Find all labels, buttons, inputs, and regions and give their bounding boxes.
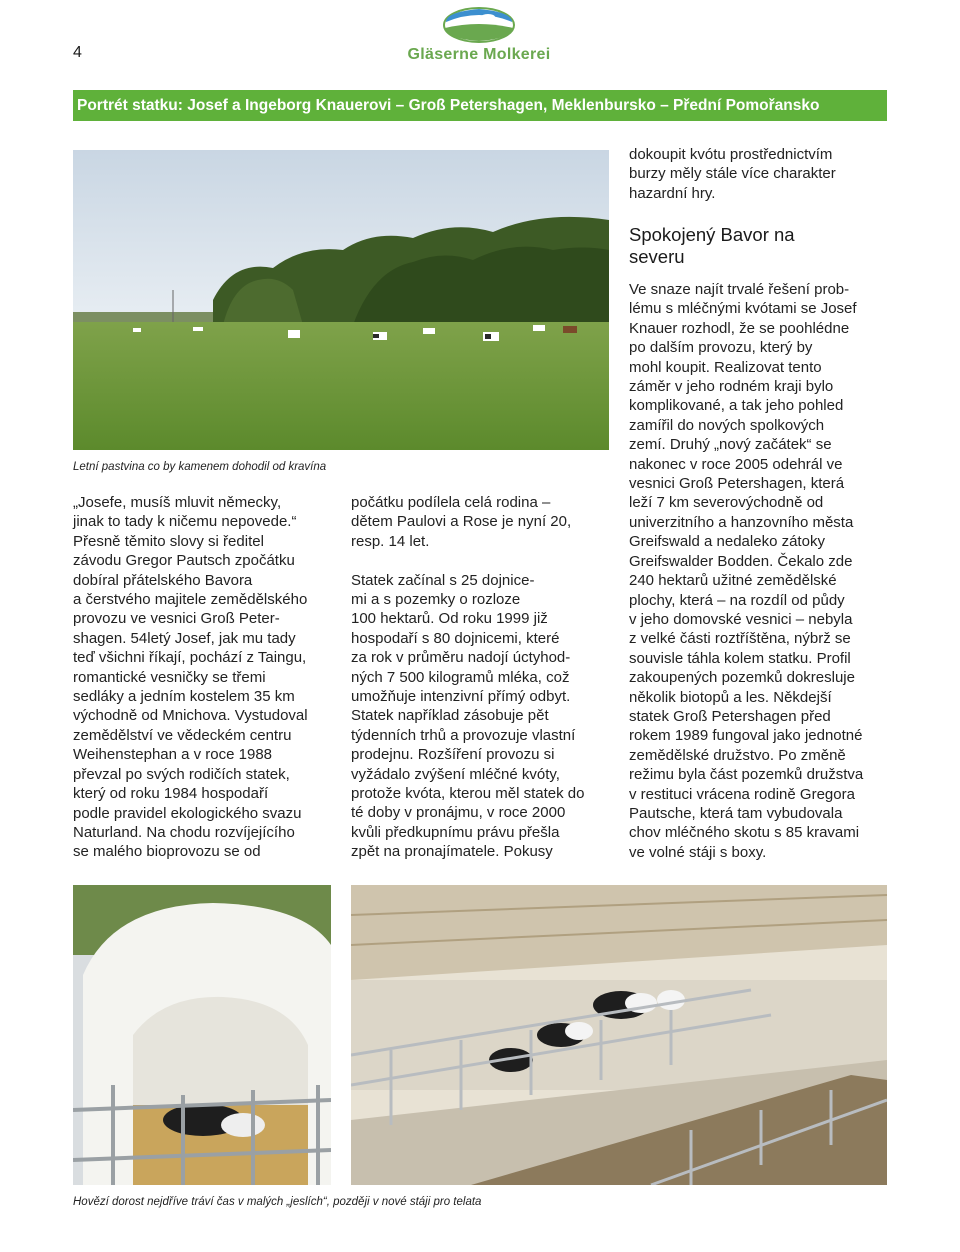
text-line: komplikované, a tak jeho pohled bbox=[629, 397, 844, 415]
text-line: jinak to tady k ničemu nepovede.“ bbox=[73, 513, 297, 531]
text-line: leží 7 km severovýchodně od bbox=[629, 494, 824, 512]
text-line: týdenních trhů a provozuje vlastní bbox=[351, 726, 576, 744]
text-line: a čerstvého majitele zemědělského bbox=[73, 591, 308, 609]
text-line: zakoupených pozemků dokresluje bbox=[629, 669, 855, 687]
text-line: se malého bioprovozu se od bbox=[73, 843, 261, 861]
text-line: v jeho domovské vesnici – nebyla bbox=[629, 610, 853, 628]
article-column-3 bbox=[629, 280, 891, 862]
text-line: resp. 14 let. bbox=[351, 532, 430, 550]
text-line: vesnici Groß Petershagen, která bbox=[629, 475, 845, 493]
text-line: hospodaří s 80 dojnicemi, které bbox=[351, 629, 560, 647]
text-line: východně od Mnichova. Vystudoval bbox=[73, 707, 308, 725]
text-line: který od roku 1984 hospodaří bbox=[73, 785, 269, 803]
text-line: „Josefe, musíš mluvit německy, bbox=[73, 494, 282, 511]
text-line: mi a s pozemky o rozloze bbox=[351, 591, 521, 609]
text-line: Greifswald a nedaleko zátoky bbox=[629, 533, 825, 551]
text-line: Knauer rozhodl, že se poohlédne bbox=[629, 319, 850, 337]
text-line: statek Groß Petershagen před bbox=[629, 707, 831, 725]
calf-hutch-photo bbox=[73, 885, 331, 1185]
text-line: lému s mléčnými kvótami se Josef bbox=[629, 300, 857, 318]
text-line: záměr v jeho rodném kraji bylo bbox=[629, 378, 834, 396]
photo-caption: Hovězí dorost nejdříve tráví čas v malých „jeslích“, později v nové stáji pro telata bbox=[73, 1196, 482, 1208]
text-line: hazardní hry. bbox=[629, 184, 716, 202]
text-line: ných 7 500 kilogramů mléka, což bbox=[351, 668, 570, 686]
text-line: Greifswalder Bodden. Čekalo zde bbox=[629, 552, 853, 570]
text-line: počátku podílela celá rodina – bbox=[351, 494, 551, 511]
text-line: prodejnu. Rozšíření provozu si bbox=[351, 746, 555, 764]
text-line: zamířil do nových spolkových bbox=[629, 416, 825, 434]
text-line: dobíral přátelského Bavora bbox=[73, 571, 253, 589]
text-line: zemědělské družstvo. Po změně bbox=[629, 746, 846, 764]
text-line: režimu byla část pozemků družstva bbox=[629, 766, 864, 784]
text-line: vyžádalo zvýšení mléčné kvóty, bbox=[351, 765, 560, 783]
text-line: souvisle táhla kolem statku. Profil bbox=[629, 649, 851, 667]
brand-name: Gläserne Molkerei bbox=[407, 46, 551, 63]
paragraph-gap bbox=[351, 551, 619, 570]
text-line: několik biotopů a les. Někdejší bbox=[629, 688, 832, 706]
title-banner bbox=[73, 90, 887, 121]
text-line: té doby v pronájmu, v roce 2000 bbox=[351, 804, 566, 822]
text-line: zemí. Druhý „nový začátek“ se bbox=[629, 436, 832, 454]
brand-logo bbox=[404, 6, 554, 66]
heading-line: Spokojený Bavor na bbox=[629, 224, 795, 245]
calf-barn-photo bbox=[351, 885, 887, 1185]
text-line: dokoupit kvótu prostřednictvím bbox=[629, 146, 833, 163]
text-line: zpět na pronajímatele. Pokusy bbox=[351, 843, 553, 861]
text-line: romantické vesničky se třemi bbox=[73, 668, 266, 686]
text-line: mohl koupit. Realizovat tento bbox=[629, 358, 822, 376]
text-line: sedláky a jedním kostelem 35 km bbox=[73, 688, 295, 706]
article-column-2 bbox=[351, 493, 619, 862]
photo-caption: Letní pastvina co by kamenem dohodil od kravína bbox=[73, 461, 327, 473]
text-line: Weihenstephan a v roce 1988 bbox=[73, 746, 273, 764]
text-line: burzy měly stále více charakter bbox=[629, 165, 836, 183]
text-line: nakonec v roce 2005 odehrál ve bbox=[629, 455, 843, 473]
text-line: umožňuje intenzivní přímý odbyt. bbox=[351, 688, 571, 706]
text-line: v restituci vrácena rodině Gregora bbox=[629, 785, 855, 803]
section-heading bbox=[629, 224, 889, 268]
text-line: rokem 1989 fungoval jako jednotné bbox=[629, 727, 863, 745]
text-line: závodu Gregor Pautsch zpočátku bbox=[73, 552, 295, 570]
text-line: protože kvóta, kterou měl statek do bbox=[351, 785, 585, 803]
text-line: dětem Paulovi a Rose je nyní 20, bbox=[351, 513, 572, 531]
text-line: Ve snaze najít trvalé řešení prob- bbox=[629, 281, 850, 298]
text-line: Statek například zásobuje pět bbox=[351, 707, 549, 725]
article-column-3-intro bbox=[629, 145, 889, 203]
text-line: Statek začínal s 25 dojnice- bbox=[351, 571, 535, 589]
text-line: Pautsche, která tam vybudovala bbox=[629, 804, 843, 822]
text-line: za rok v průměru nadojí úctyhod- bbox=[351, 649, 571, 667]
text-line: z velké části roztříštěna, nýbrž se bbox=[629, 630, 851, 648]
text-line: teď všichni říkají, pochází z Taingu, bbox=[73, 649, 307, 667]
text-line: podle pravidel ekologického svazu bbox=[73, 804, 302, 822]
text-line: po dalším provozu, který by bbox=[629, 339, 813, 357]
text-line: ve volné stáji s boxy. bbox=[629, 843, 767, 861]
text-line: Přesně těmito slovy si ředitel bbox=[73, 532, 264, 550]
text-line: zemědělství ve vědeckém centru bbox=[73, 726, 292, 744]
pasture-photo bbox=[73, 150, 609, 450]
article-column-1 bbox=[73, 493, 345, 862]
text-line: Naturland. Na chodu rozvíjejícího bbox=[73, 823, 295, 841]
text-line: plochy, která – na rozdíl od půdy bbox=[629, 591, 845, 609]
heading-line: severu bbox=[629, 246, 685, 267]
text-line: provozu ve vesnici Groß Peter- bbox=[73, 610, 280, 628]
text-line: chov mléčného skotu s 85 kravami bbox=[629, 824, 860, 842]
text-line: převzal po svých rodičích statek, bbox=[73, 765, 290, 783]
page-title: Portrét statku: Josef a Ingeborg Knauerovi – Groß Petershagen, Meklenbursko – Přední Pomořansko bbox=[77, 97, 820, 114]
text-line: 240 hektarů užitné zemědělské bbox=[629, 572, 837, 590]
text-line: shagen. 54letý Josef, jak mu tady bbox=[73, 629, 296, 647]
text-line: kvůli předkupnímu právu přešla bbox=[351, 823, 560, 841]
text-line: 100 hektarů. Od roku 1999 již bbox=[351, 610, 548, 628]
text-line: univerzitního a hanzovního města bbox=[629, 513, 854, 531]
cow-meadow-logo-icon bbox=[442, 6, 516, 44]
page-number: 4 bbox=[73, 44, 82, 61]
